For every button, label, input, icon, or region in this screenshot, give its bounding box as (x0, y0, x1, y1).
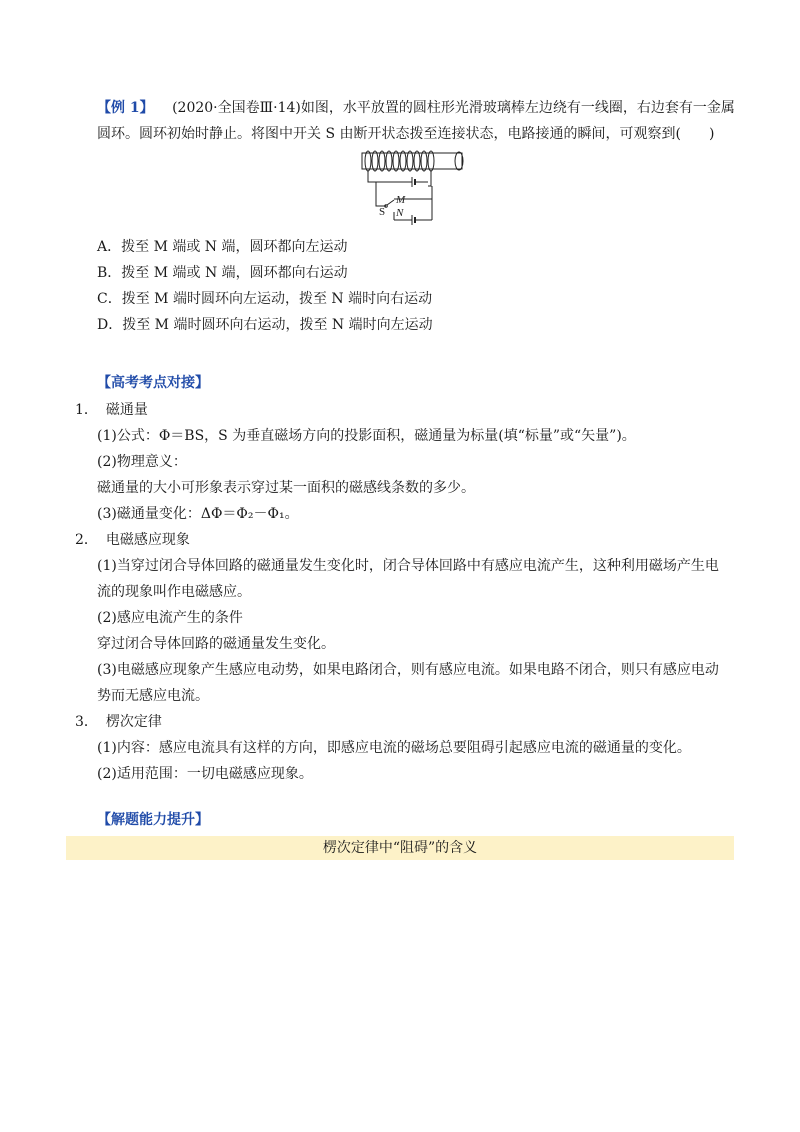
switch-s-label: S (379, 206, 386, 218)
topic-banner: 楞次定律中“阻碍”的含义 (66, 836, 734, 860)
terminal-n-label: N (396, 207, 404, 219)
option-d-text: 拨至 M 端时圆环向右运动，拨至 N 端时向左运动 (122, 317, 433, 333)
exam-section-tag: 【高考考点对接】 (97, 375, 209, 391)
section-3-title: 楞次定律 (105, 714, 162, 730)
option-a-letter: A． (97, 239, 122, 255)
switch-blade (387, 200, 394, 205)
option-a (97, 237, 348, 257)
example-stem-line1: 如图，水平放置的圆柱形光滑玻璃棒左边绕有一线圈，右边套有一金属 (300, 100, 735, 116)
example-header (97, 98, 735, 118)
option-b-text: 拨至 M 端或 N 端，圆环都向右运动 (121, 265, 348, 281)
option-d-letter: D． (97, 317, 123, 333)
option-a-text: 拨至 M 端或 N 端，圆环都向左运动 (121, 239, 348, 255)
section-1-title: 磁通量 (105, 402, 148, 418)
terminal-m-label: M (396, 194, 406, 206)
section-2-num: 2． (75, 532, 98, 548)
section-1-line-1: (1)公式：Φ＝BS，S 为垂直磁场方向的投影面积，磁通量为标量(填“标量”或“矢量”)。 (97, 428, 636, 444)
section-3-num: 3． (75, 714, 98, 730)
option-c-letter: C． (97, 291, 122, 307)
section-1-line-2: (2)物理意义： (97, 454, 187, 470)
section-2-line-1: (1)当穿过闭合导体回路的磁通量发生变化时，闭合导体回路中有感应电流产生，这种利用磁场产生电 (97, 558, 719, 574)
circuit-figure (356, 146, 472, 226)
section-2-line-2: 流的现象叫作电磁感应。 (97, 584, 251, 600)
section-3-line-1: (1)内容：感应电流具有这样的方向，即感应电流的磁场总要阻碍引起感应电流的磁通量的变化。 (97, 740, 691, 756)
section-3-heading (75, 712, 162, 732)
ability-section-tag: 【解题能力提升】 (97, 812, 209, 828)
option-b (97, 263, 348, 283)
option-d (97, 315, 433, 335)
wire-left (368, 171, 376, 182)
section-2-heading (75, 530, 190, 550)
section-1-line-3: 磁通量的大小可形象表示穿过某一面积的磁感线条数的多少。 (97, 480, 475, 496)
section-2-line-5: (3)电磁感应现象产生感应电动势，如果电路闭合，则有感应电流。如果电路不闭合，则只有感应电动 (97, 662, 719, 678)
example-stem-line2: 圆环。圆环初始时静止。将图中开关 S 由断开状态拨至连接状态，电路接通的瞬间，可观察到( ) (97, 126, 715, 142)
section-1-line-4: (3)磁通量变化：ΔΦ＝Φ₂－Φ₁。 (97, 506, 299, 522)
section-2-title: 电磁感应现象 (105, 532, 190, 548)
option-b-letter: B． (97, 265, 122, 281)
section-3-line-2: (2)适用范围：一切电磁感应现象。 (97, 766, 313, 782)
option-c-text: 拨至 M 端时圆环向左运动，拨至 N 端时向右运动 (121, 291, 433, 307)
section-2-line-3: (2)感应电流产生的条件 (97, 610, 243, 626)
section-1-heading (75, 400, 148, 420)
section-1-num: 1． (75, 402, 98, 418)
coil (365, 151, 434, 171)
section-2-line-4: 穿过闭合导体回路的磁通量发生变化。 (97, 636, 335, 652)
example-tag: 【例 1】 (97, 100, 154, 116)
section-2-line-6: 势而无感应电流。 (97, 688, 209, 704)
wire-right (428, 171, 431, 186)
option-c (97, 289, 432, 309)
example-source: (2020·全国卷Ⅲ·14) (172, 100, 301, 116)
